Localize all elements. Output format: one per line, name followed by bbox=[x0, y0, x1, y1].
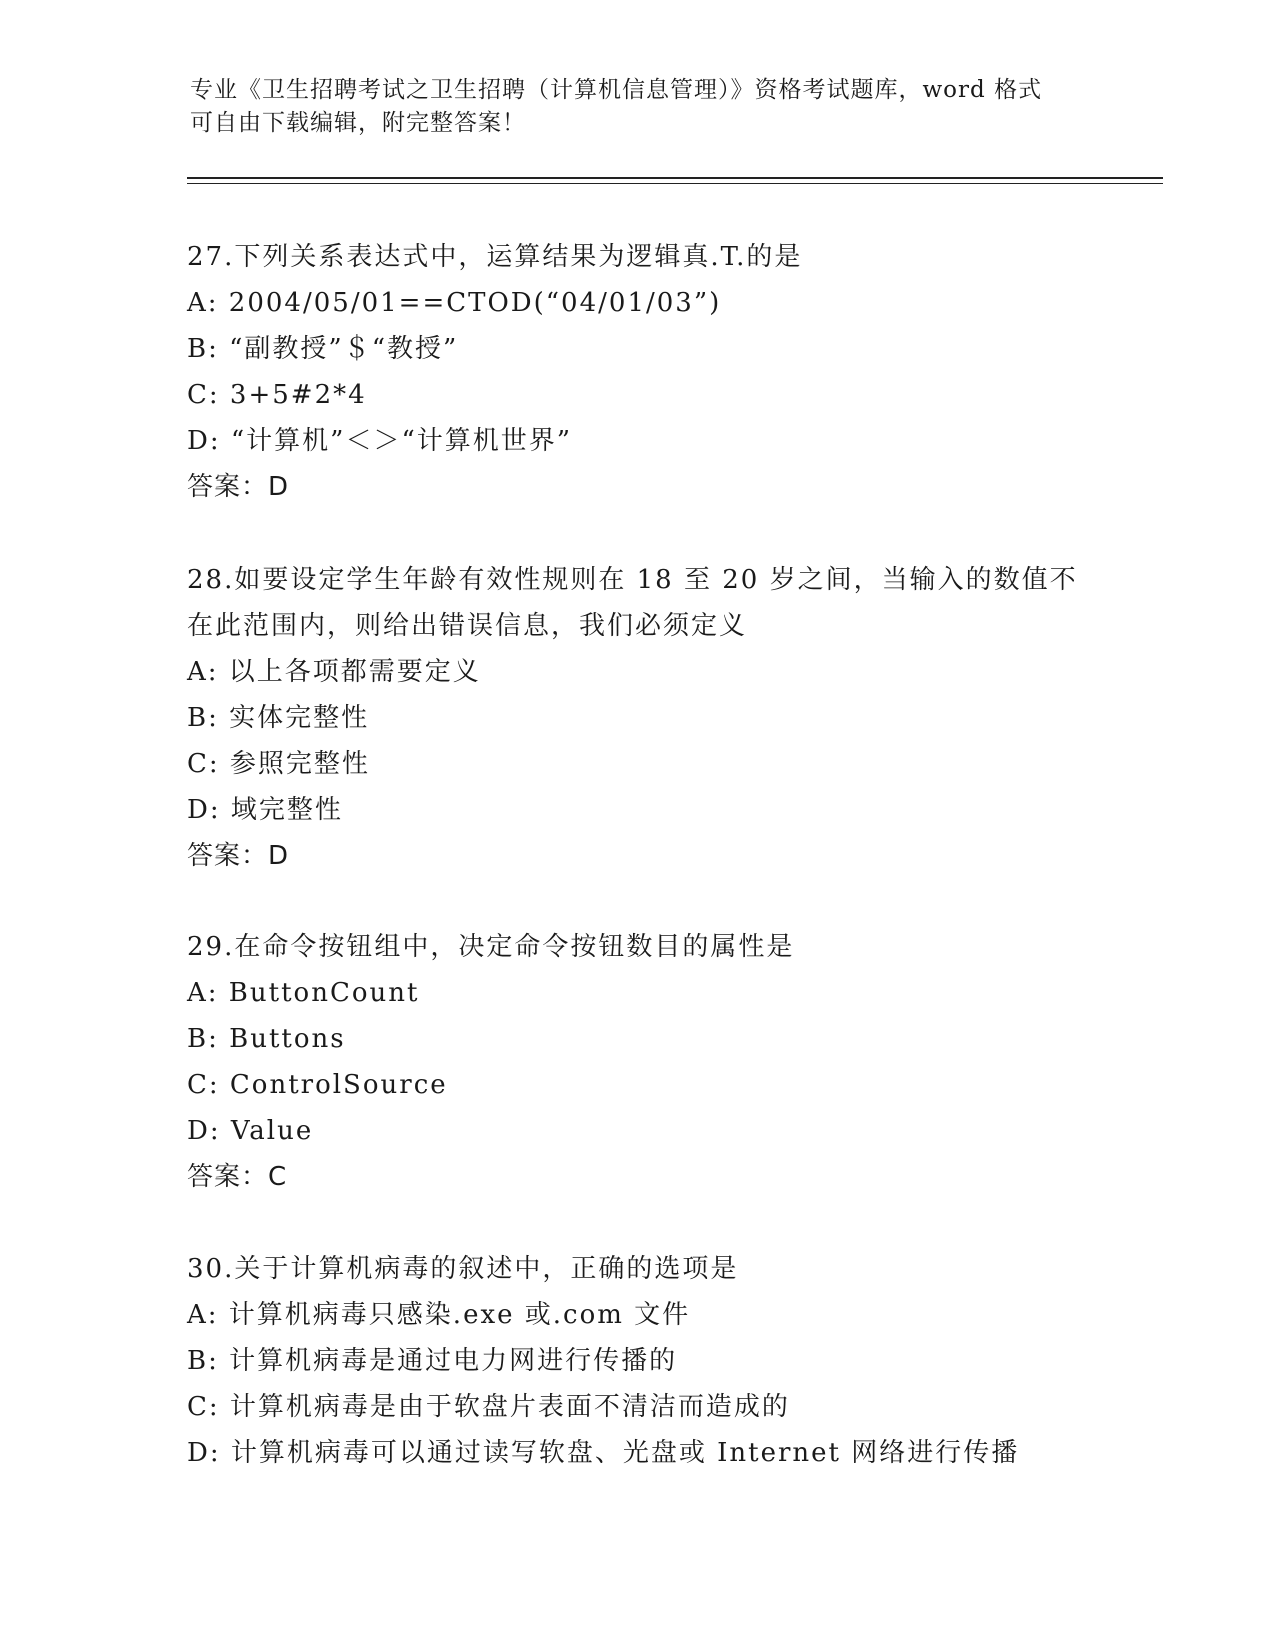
answer-label: 答案：D bbox=[187, 472, 290, 502]
question-27 bbox=[187, 234, 1147, 510]
option-c: C: 参照完整性 bbox=[187, 749, 370, 779]
question-stem: 28.如要设定学生年龄有效性规则在 18 至 20 岁之间，当输入的数值不 bbox=[187, 565, 1078, 595]
option-a: A: ButtonCount bbox=[187, 978, 420, 1008]
question-stem-continued: 在此范围内，则给出错误信息，我们必须定义 bbox=[187, 611, 748, 641]
header-divider-thick bbox=[187, 177, 1163, 179]
header-divider-thin bbox=[187, 183, 1163, 184]
option-d: D: Value bbox=[187, 1116, 314, 1146]
option-d: D: 计算机病毒可以通过读写软盘、光盘或 Internet 网络进行传播 bbox=[187, 1438, 1020, 1468]
option-a: A: 2004/05/01==CTOD(“04/01/03”) bbox=[187, 288, 722, 318]
question-29 bbox=[187, 924, 1147, 1200]
option-b: B: 实体完整性 bbox=[187, 703, 370, 733]
question-stem: 27.下列关系表达式中，运算结果为逻辑真.T.的是 bbox=[187, 242, 803, 272]
option-a: A: 计算机病毒只感染.exe 或.com 文件 bbox=[187, 1300, 691, 1330]
answer-label: 答案：D bbox=[187, 841, 290, 871]
option-d: D: 域完整性 bbox=[187, 795, 343, 825]
option-b: B: 计算机病毒是通过电力网进行传播的 bbox=[187, 1346, 678, 1376]
header-line-1: 专业《卫生招聘考试之卫生招聘（计算机信息管理）》资格考试题库，word 格式 bbox=[190, 77, 1043, 103]
header-line-2: 可自由下载编辑，附完整答案！ bbox=[190, 110, 526, 136]
option-b: B: Buttons bbox=[187, 1024, 346, 1054]
question-30 bbox=[187, 1246, 1147, 1476]
option-b: B: “副教授”＄“教授” bbox=[187, 334, 459, 364]
question-stem: 30.关于计算机病毒的叙述中，正确的选项是 bbox=[187, 1254, 739, 1284]
option-c: C: 计算机病毒是由于软盘片表面不清洁而造成的 bbox=[187, 1392, 790, 1422]
option-c: C: ControlSource bbox=[187, 1070, 448, 1100]
question-28 bbox=[187, 557, 1147, 879]
answer-label: 答案：C bbox=[187, 1162, 288, 1192]
option-c: C: 3+5#2*4 bbox=[187, 380, 367, 410]
option-d: D: “计算机”＜＞“计算机世界” bbox=[187, 426, 573, 456]
option-a: A: 以上各项都需要定义 bbox=[187, 657, 481, 687]
question-stem: 29.在命令按钮组中，决定命令按钮数目的属性是 bbox=[187, 932, 795, 962]
document-header bbox=[190, 74, 1090, 140]
